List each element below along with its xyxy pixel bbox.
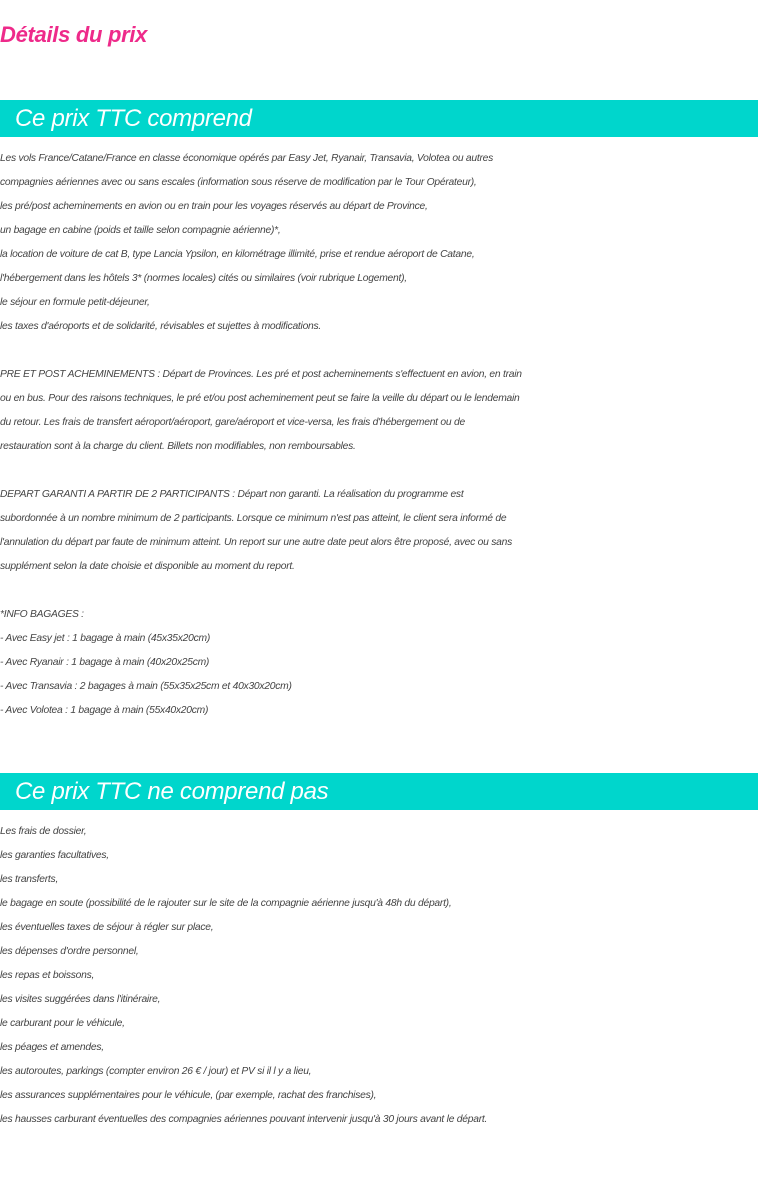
included-item: le séjour en formule petit-déjeuner,: [0, 297, 150, 308]
paragraph-spacer: [0, 459, 758, 483]
excluded-section-heading: Ce prix TTC ne comprend pas: [15, 778, 329, 805]
included-item: la location de voiture de cat B, type Lancia Ypsilon, en kilométrage illimité, prise et rendue aéroport de Catane,: [0, 249, 475, 260]
excluded-item: le bagage en soute (possibilité de le rajouter sur le site de la compagnie aérienne jusqu'à 48h du départ),: [0, 898, 452, 909]
depart-garanti-paragraph-line: DEPART GARANTI A PARTIR DE 2 PARTICIPANTS : Départ non garanti. La réalisation du programme est: [0, 489, 464, 500]
included-item: l'hébergement dans les hôtels 3* (normes locales) cités ou similaires (voir rubrique Logement),: [0, 273, 407, 284]
page-title: Détails du prix: [0, 22, 148, 47]
excluded-item: les garanties facultatives,: [0, 850, 109, 861]
excluded-section-body: [0, 820, 758, 1132]
excluded-item: les éventuelles taxes de séjour à régler sur place,: [0, 922, 214, 933]
included-item: Les vols France/Catane/France en classe économique opérés par Easy Jet, Ryanair, Transavia, Volotea ou autres: [0, 153, 494, 164]
excluded-item: les assurances supplémentaires pour le véhicule, (par exemple, rachat des franchises),: [0, 1090, 377, 1101]
bagages-info-title: *INFO BAGAGES :: [0, 609, 84, 620]
included-item: compagnies aériennes avec ou sans escales (information sous réserve de modification par le Tour Opérateur),: [0, 177, 477, 188]
depart-garanti-paragraph-line: supplément selon la date choisie et disponible au moment du report.: [0, 561, 295, 572]
excluded-item: les autoroutes, parkings (compter environ 26 € / jour) et PV si il l y a lieu,: [0, 1066, 312, 1077]
included-section-header: [0, 100, 758, 137]
pre-post-paragraph-line: PRE ET POST ACHEMINEMENTS : Départ de Provinces. Les pré et post acheminements s'effectuent en avion, en train: [0, 369, 522, 380]
excluded-item: les péages et amendes,: [0, 1042, 104, 1053]
bagages-info-item: - Avec Ryanair : 1 bagage à main (40x20x25cm): [0, 657, 210, 668]
excluded-item: le carburant pour le véhicule,: [0, 1018, 125, 1029]
paragraph-spacer: [0, 579, 758, 603]
depart-garanti-paragraph-line: l'annulation du départ par faute de minimum atteint. Un report sur une autre date peut alors être proposé, avec ou sans: [0, 537, 512, 548]
pre-post-paragraph-line: du retour. Les frais de transfert aéroport/aéroport, gare/aéroport et vice-versa, les frais d'hébergement ou de: [0, 417, 465, 428]
included-section-body: [0, 147, 758, 723]
excluded-section-header: [0, 773, 758, 810]
excluded-item: les visites suggérées dans l'itinéraire,: [0, 994, 161, 1005]
bagages-info-item: - Avec Easy jet : 1 bagage à main (45x35x20cm): [0, 633, 210, 644]
pre-post-paragraph-line: restauration sont à la charge du client. Billets non modifiables, non remboursables.: [0, 441, 356, 452]
paragraph-spacer: [0, 339, 758, 363]
bagages-info-item: - Avec Volotea : 1 bagage à main (55x40x20cm): [0, 705, 209, 716]
excluded-item: les dépenses d'ordre personnel,: [0, 946, 139, 957]
excluded-item: les repas et boissons,: [0, 970, 95, 981]
excluded-item: les transferts,: [0, 874, 59, 885]
excluded-item: les hausses carburant éventuelles des compagnies aériennes pouvant intervenir jusqu'à 30 jours avant le départ.: [0, 1114, 488, 1125]
pre-post-paragraph-line: ou en bus. Pour des raisons techniques, le pré et/ou post acheminement peut se faire la veille du départ ou le lendemain: [0, 393, 520, 404]
included-section-heading: Ce prix TTC comprend: [15, 105, 252, 132]
depart-garanti-paragraph-line: subordonnée à un nombre minimum de 2 participants. Lorsque ce minimum n'est pas atteint, le client sera informé de: [0, 513, 507, 524]
excluded-item: Les frais de dossier,: [0, 826, 87, 837]
included-item: les pré/post acheminements en avion ou en train pour les voyages réservés au départ de Province,: [0, 201, 428, 212]
bagages-info-item: - Avec Transavia : 2 bagages à main (55x35x25cm et 40x30x20cm): [0, 681, 292, 692]
included-item: les taxes d'aéroports et de solidarité, révisables et sujettes à modifications.: [0, 321, 322, 332]
included-item: un bagage en cabine (poids et taille selon compagnie aérienne)*,: [0, 225, 281, 236]
